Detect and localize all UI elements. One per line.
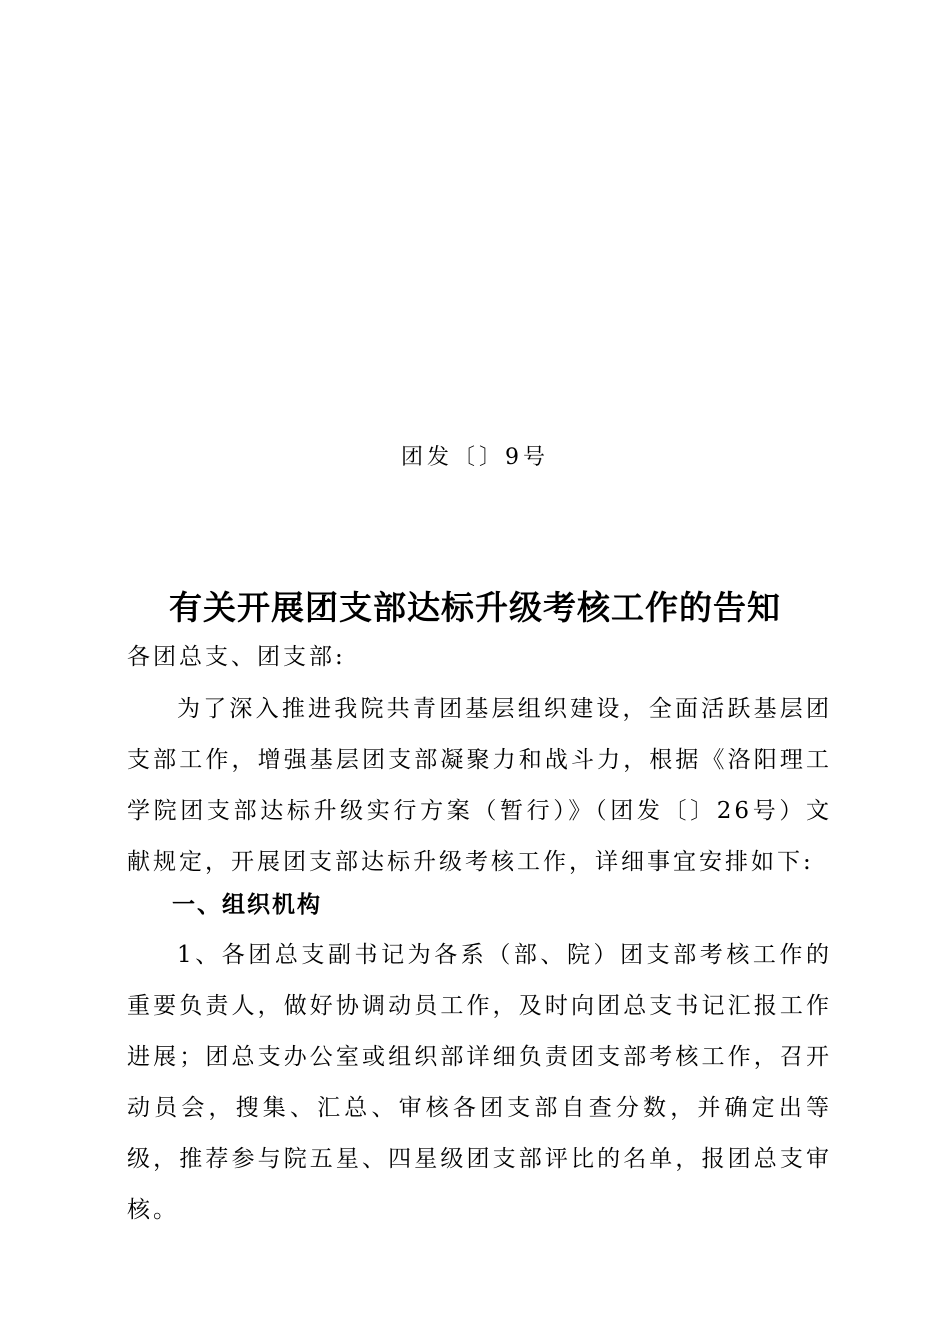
section-paragraph-1: 1、各团总支副书记为各系（部、院）团支部考核工作的重要负责人，做好协调动员工作，及时向团总支书记汇报工作进展；团总支办公室或组织部详细负责团支部考核工作，召开动员会，搜集、汇总、审核各团支部自查分数，并确定出等级，推荐参与院五星、四星级团支部评比的名单，报团总支审核。 (127, 942, 832, 1223)
document-title: 有关开展团支部达标升级考核工作的告知 (169, 588, 781, 627)
salutation: 各团总支、团支部: (127, 644, 346, 670)
document-number: 团发〔〕9号 (401, 445, 549, 470)
section-heading-organization: 一、组织机构 (172, 892, 322, 918)
intro-paragraph: 为了深入推进我院共青团基层组织建设，全面活跃基层团支部工作，增强基层团支部凝聚力和战斗力，根据《洛阳理工学院团支部达标升级实行方案（暂行）》（团发〔〕26号）文献规定，开展团支部达标升级考核工作，详细事宜安排如下: (127, 696, 832, 875)
